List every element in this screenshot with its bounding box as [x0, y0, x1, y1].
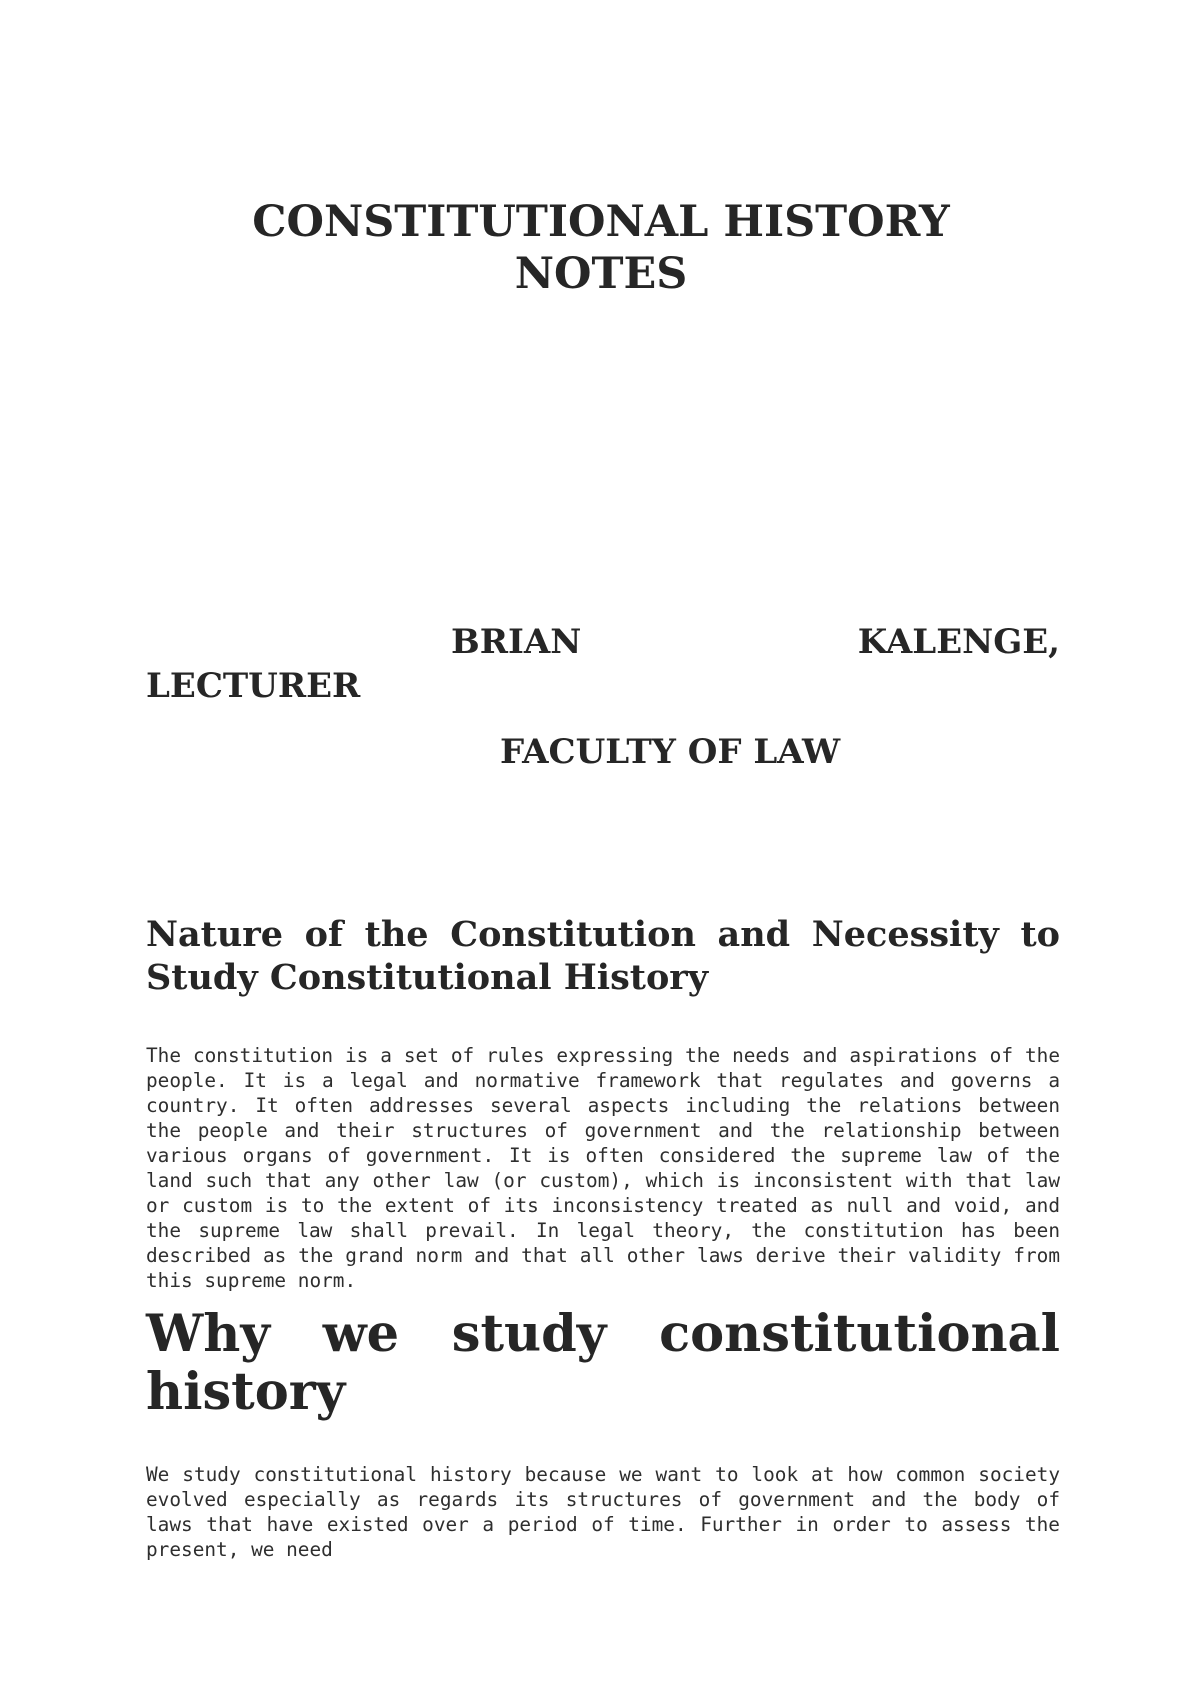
author-role: LECTURER	[146, 666, 361, 706]
faculty-name: FACULTY OF LAW	[500, 732, 841, 772]
heading-word: we	[322, 1304, 400, 1364]
title-line-1: CONSTITUTIONAL HISTORY	[252, 197, 950, 247]
document-title	[146, 196, 1056, 300]
heading-word: constitutional	[659, 1304, 1060, 1364]
author-first-name: BRIAN	[451, 622, 582, 662]
section-heading-why-study	[146, 1305, 1060, 1421]
paragraph-why-study: We study constitutional history because we want to look at how common society evolved especially as regards its structures of government and the body of laws that have existed over a period of time. Further in order to assess the present, we need	[146, 1463, 1060, 1561]
title-line-2: NOTES	[514, 249, 688, 299]
paragraph-nature: The constitution is a set of rules expressing the needs and aspirations of the people. It is a legal and normative framework that regulates and governs a country. It often addresses several aspects including the relations between the people and their structures of government and the relationship between various organs of government. It is often considered the supreme law of the land such that any other law (or custom), which is inconsistent with that law or custom is to the extent of its inconsistency treated as null and void, and the supreme law shall prevail. In legal theory, the constitution has been described as the grand norm and that all other laws derive their validity from this supreme norm.	[146, 1044, 1060, 1292]
heading-word: study	[451, 1304, 607, 1364]
heading-word: history	[146, 1362, 346, 1422]
author-last-name: KALENGE,	[857, 622, 1060, 662]
heading-word: Why	[146, 1304, 270, 1364]
section-heading-nature: Nature of the Constitution and Necessity to Study Constitutional History	[146, 914, 1060, 998]
author-block	[146, 620, 1060, 708]
